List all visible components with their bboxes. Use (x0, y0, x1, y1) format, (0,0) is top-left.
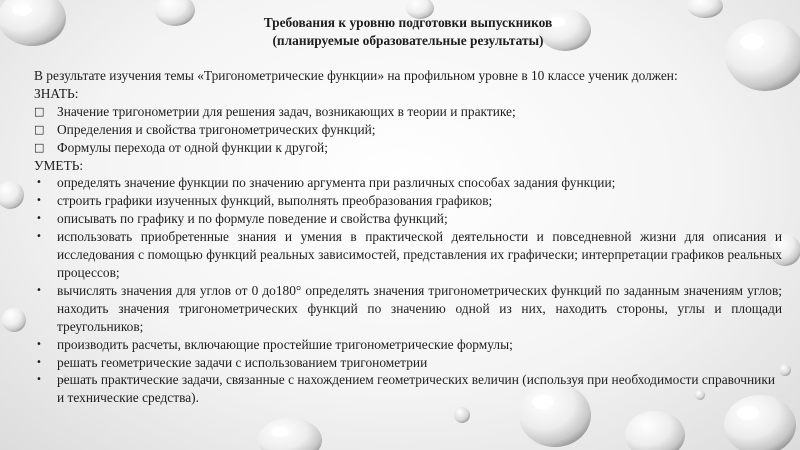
water-drop (258, 418, 322, 450)
checkbox-bullet-icon: □ (34, 140, 45, 154)
know-list (34, 103, 782, 157)
list-item: • решать геометрические задачи с использованием тригонометрии (36, 354, 428, 370)
checkbox-bullet-icon: □ (34, 122, 45, 136)
list-item: • определять значение функции по значению аргумента при различных способах задания функции; (36, 175, 616, 191)
list-item: • строить графики изученных функций, выполнять преобразования графиков; (36, 193, 493, 209)
list-item: □ Формулы перехода от одной функции к другой; (34, 139, 328, 155)
dot-bullet-icon: • (36, 284, 42, 296)
title-line-1: Требования к уровню подготовки выпускников (263, 15, 553, 30)
water-drop (625, 411, 685, 450)
list-item: • описывать по графику и по формуле поведение и свойства функций; (36, 211, 448, 227)
list-item: • использовать приобретенные знания и умения в практической деятельности и повседневной жизни для описания и исследования с помощью функций реальных зависимостей, представления их графически; интерпретации графиков реальных процессов; (36, 229, 782, 280)
list-item: • вычислять значения для углов от 0 до180° определять значения тригонометрических функций по заданным значениям углов; находить значения тригонометрических функций по значению одной из них, находить стороны, углы и площади треугольников; (36, 282, 782, 334)
dot-bullet-icon: • (36, 213, 42, 225)
water-drop (454, 407, 470, 423)
dot-bullet-icon: • (36, 231, 42, 243)
list-item: • решать практические задачи, связанные с нахождением геометрических величин (используя при необходимости справочники и технические средства). (36, 372, 775, 406)
slide-content (34, 14, 782, 407)
water-drop (0, 181, 24, 209)
dot-bullet-icon: • (36, 356, 42, 368)
water-drop (2, 308, 26, 332)
skills-heading: УМЕТЬ: (34, 157, 84, 173)
dot-bullet-icon: • (36, 195, 42, 207)
skills-list (34, 174, 782, 407)
title-line-2: (планируемые образовательные результаты) (272, 33, 544, 48)
checkbox-bullet-icon: □ (34, 104, 45, 118)
list-item: □ Значение тригонометрии для решения задач, возникающих в теории и практике; (34, 103, 516, 119)
know-heading: ЗНАТЬ: (34, 85, 79, 101)
intro-text: В результате изучения темы «Тригонометрические функции» на профильном уровне в 10 классе ученик должен: (34, 68, 678, 83)
dot-bullet-icon: • (36, 177, 42, 189)
list-item: □ Определения и свойства тригонометрических функций; (34, 121, 376, 137)
list-item: • производить расчеты, включающие простейшие тригонометрические формулы; (36, 336, 513, 352)
slide-title (34, 14, 782, 50)
dot-bullet-icon: • (36, 374, 42, 386)
dot-bullet-icon: • (36, 338, 42, 350)
